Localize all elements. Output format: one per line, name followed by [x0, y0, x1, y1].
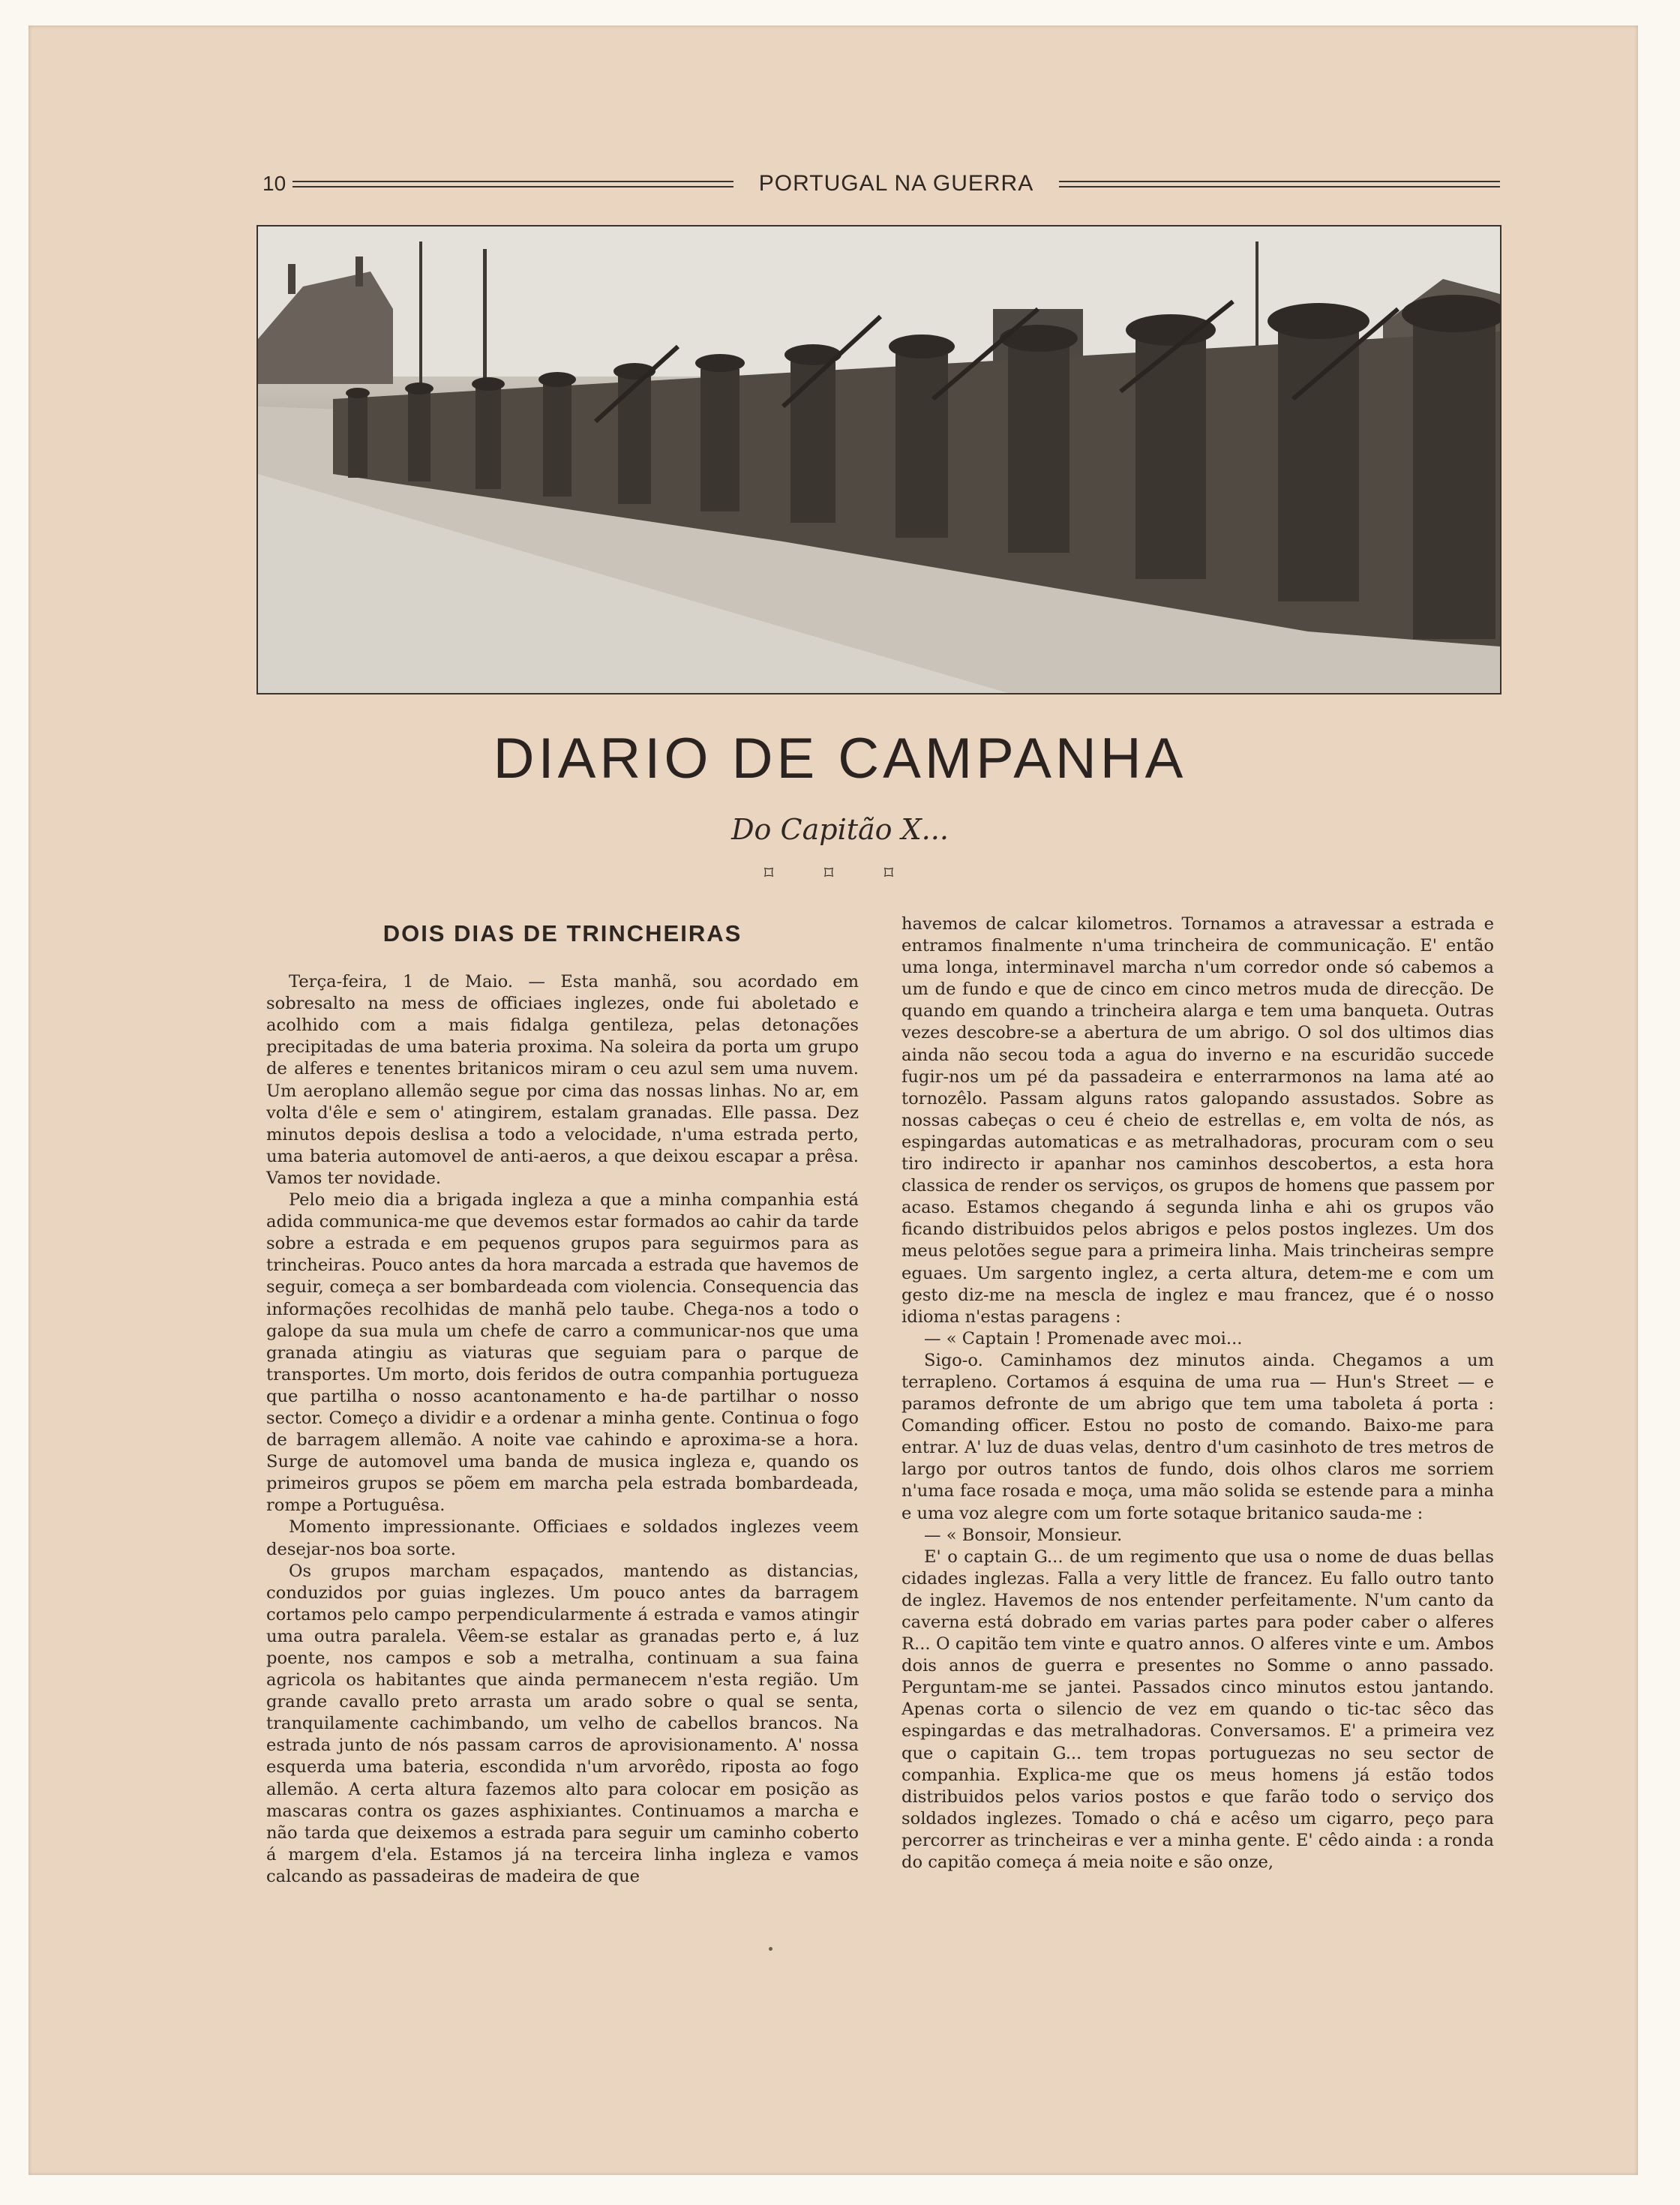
paragraph: Pelo meio dia a brigada ingleza a que a minha companhia está adida communica-me que devemos estar formados ao cahir da tarde sobre a estrada e em pequenos grupos para seguirmos para as trincheiras. Pouco antes da hora marcada a estrada que havemos de seguir, começa a ser bombardeada com violencia. Consequencia das informações recolhidas de manhã pelo taube. Chega-nos a todo o galope da sua mula um chefe de carro a communicar-nos que uma granada atingiu as viaturas que seguiam para o parque de transportes. Um morto, dois feridos de outra companhia portugueza que partilha o nosso acantonamento e ha-de partilhar o nosso sector. Começo a dividir e a ordenar a minha gente. Continua o fogo de barragem allemão. A noite vae cahindo e aproxima-se a hora. Surge de automovel uma banda de musica ingleza e, quando os primeiros grupos se põem em marcha pela estrada bombardeada, rompe a Portuguêsa. — [266, 1190, 859, 1516]
section-heading: DOIS DIAS DE TRINCHEIRAS — [382, 920, 742, 946]
paragraph: havemos de calcar kilometros. Tornamos a atravessar a estrada e entramos finalmente n'uma trincheira de communicação. E' então uma longa, interminavel marcha n'um corredor onde só cabemos a um de fundo e que de cinco em cinco metros muda de direcção. De quando em quando a trincheira alarga e tem uma banqueta. Outras vezes descobre-se a abertura de um abrigo. O sol dos ultimos dias ainda não secou toda a agua do inverno e na escuridão succede fugir-nos um pé da passadeira e enterrarmonos na lama até ao tornozêlo. Passam alguns ratos galopando assustados. Sobre as nossas cabeças o ceu é cheio de estrellas e, em volta de nós, as espingardas automaticas e as metralhadoras, procuram com o seu tiro indirecto ir apanhar nos caminhos descobertos, a esta hora classica de render os serviços, os grupos de homens que passem por acaso. Estamos chegando á segunda linha e ahi os grupos vão ficando distribuidos pelos abrigos e pelos postos inglezes. Um dos meus pelotões segue para a primeira linha. Mais trincheiras sempre eguaes. Um sargento inglez, a certa altura, detem-me e com um gesto diz-me na mescla de inglez e mau francez, que é o nosso idioma n'estas paragens : — [902, 914, 1494, 1327]
page-number: 10 — [262, 172, 286, 195]
article-byline: Do Capitão X... — [731, 813, 949, 846]
left-column — [266, 915, 859, 1888]
ornament-divider: ⌑ ⌑ ⌑ — [764, 862, 916, 884]
quote-line: — « Captain ! Promenade avec moi... — [924, 1328, 1243, 1348]
paragraph: E' o captain G... de um regimento que usa o nome de duas bellas cidades inglezas. Falla a very little de francez. Eu fallo outro tanto de inglez. Havemos de nos entender perfeitamente. N'um canto da caverna está dobrado em varias partes para poder caber o alferes R... O capitão tem vinte e quatro annos. O alferes vinte e um. Ambos dois annos de guerra e presentes no Somme o anno passado. Perguntam-me se jantei. Passados cinco minutos estou jantando. Apenas corta o silencio de vez em quando o tic-tac sêco das espingardas e das metralhadoras. Conversamos. E' a primeira vez que o capitain G... tem tropas portuguezas no seu sector de companhia. Explica-me que os meus homens já estão todos distribuidos pelos varios postos e que farão todo o serviço dos soldados inglezes. Tomado o chá e acêso um cigarro, peço para percorrer as trincheiras e ver a minha gente. E' cêdo ainda : a ronda do capitão começa á meia noite e são onze, — [902, 1546, 1494, 1873]
right-column — [902, 914, 1494, 1874]
quote-line: — « Bonsoir, Monsieur. — [924, 1525, 1123, 1545]
paragraph: Os grupos marcham espaçados, mantendo as distancias, conduzidos por guias inglezes. Um pouco antes da barragem cortamos pelo campo perpendicularmente á estrada e vamos atingir uma outra paralela. Vêem-se estalar as granadas perto e, á luz poente, nos campos e sob a metralha, continuam a sua faina agricola os habitantes que ainda permanecem n'esta região. Um grande cavallo preto arrasta um arado sobre o qual se senta, tranquilamente cachimbando, um velho de cabellos brancos. Na estrada junto de nós passam carros de aprovisionamento. A' nossa esquerda uma bateria, escondida n'um arvorêdo, riposta ao fogo allemão. A certa altura fazemos alto para colocar em posição as mascaras contra os gazes asphixiantes. Continuamos a marcha e não tarda que deixemos a estrada para seguir um caminho coberto á margem d'ela. Estamos já na terceira linha ingleza e vamos calcando as passadeiras de madeira de que — [266, 1561, 859, 1886]
article-title: DIARIO DE CAMPANHA — [493, 727, 1187, 790]
paper-speck — [769, 1947, 772, 1951]
paragraph: Momento impressionante. Officiaes e soldados inglezes veem desejar-nos boa sorte. — [266, 1517, 859, 1559]
marching-soldiers-photo — [256, 225, 1502, 694]
paragraph: Sigo-o. Caminhamos dez minutos ainda. Chegamos a um terrapleno. Cortamos á esquina de uma rua — Hun's Street — e paramos defronte de um abrigo que tem uma taboleta á porta : Comanding officer. Estou no posto de comando. Baixo-me para entrar. A' luz de duas velas, dentro d'um casinhoto de tres metros de largo por outros tantos de fundo, dois olhos claros me sorriem n'uma face rosada e moça, uma mão solida se estende para a minha e uma voz alegre com um forte sotaque britanico sauda-me : — [902, 1350, 1494, 1523]
publication-title: PORTUGAL NA GUERRA — [758, 171, 1034, 196]
photo-drawing — [258, 226, 1500, 693]
running-header — [262, 169, 1500, 199]
paragraph: Terça-feira, 1 de Maio. — Esta manhã, sou acordado em sobresalto na mess de officiaes inglezes, onde fui aboletado e acolhido com a mais fidalga gentileza, pelas detonações precipitadas de uma bateria proxima. Na soleira da porta um grupo de alferes e tenentes britanicos miram o ceu azul sem uma nuvem. Um aeroplano allemão segue por cima das nossas linhas. No ar, em volta d'êle e sem o' atingirem, estalam granadas. Elle passa. Dez minutos depois deslisa a todo a velocidade, n'uma estrada perto, uma bateria automovel de anti-aeros, a que deixou escapar a prêsa. Vamos ter novidade. — [266, 972, 859, 1188]
header-rule-right — [1059, 181, 1500, 188]
header-rule-left — [292, 181, 734, 188]
